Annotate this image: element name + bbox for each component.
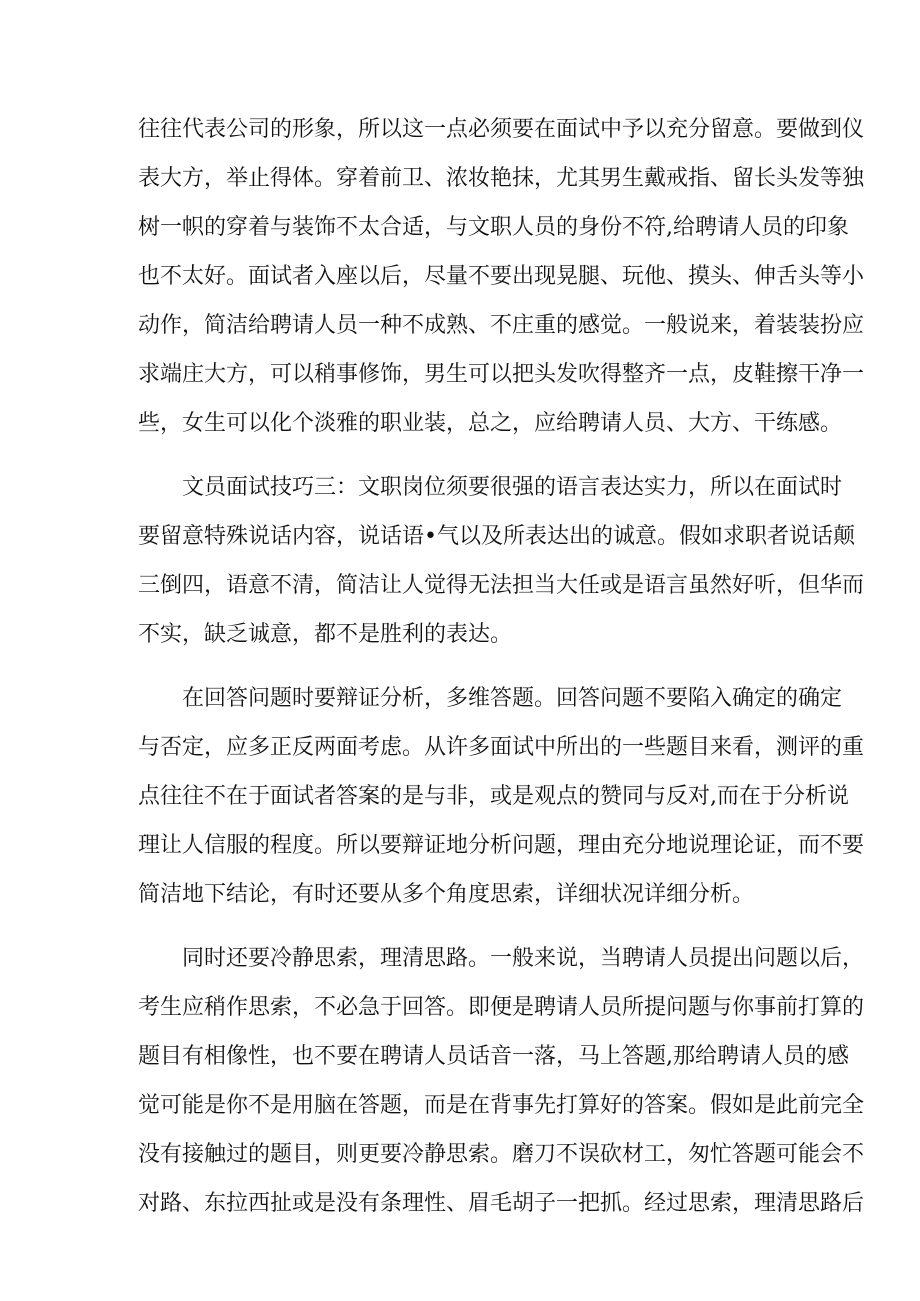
- paragraph-1: [138, 105, 865, 448]
- paragraph-2: [138, 463, 865, 659]
- text-line: 不实，缺乏诚意，都不是胜利的表达。: [138, 622, 513, 647]
- text-line: 要留意特殊说话内容，说话语•气以及所表达出的诚意。假如求职者说话颠: [138, 524, 855, 549]
- text-line: 三倒四，语意不清，简洁让人觉得无法担当大任或是语言虽然好听，但华而: [138, 573, 865, 598]
- text-line: 简洁地下结论，有时还要从多个角度思索，详细状况详细分析。: [138, 882, 755, 907]
- text-line: 也不太好。面试者入座以后，尽量不要出现晃腿、玩他、摸头、伸舌头等小: [138, 264, 865, 289]
- text-line: 往往代表公司的形象，所以这一点必须要在面试中予以充分留意。要做到仪: [138, 117, 865, 142]
- text-line: 在回答问题时要辩证分析，多维答题。回答问题不要陷入确定的确定: [182, 686, 843, 711]
- text-line: 些，女生可以化个淡雅的职业装，总之，应给聘请人员、大方、干练感。: [138, 411, 843, 436]
- document-body: [138, 105, 865, 1243]
- text-line: 点往往不在于面试者答案的是与非，或是观点的赞同与反对,而在于分析说: [138, 784, 849, 809]
- text-line: 文员面试技巧三：文职岗位须要很强的语言表达实力，所以在面试时: [182, 475, 843, 500]
- text-line: 同时还要冷静思索，理清思路。一般来说，当聘请人员提出问题以后，: [182, 946, 865, 971]
- text-line: 对路、东拉西扯或是没有条理性、眉毛胡子一把抓。经过思索，理清思路后: [138, 1191, 865, 1216]
- text-line: 动作，简洁给聘请人员一种不成熟、不庄重的感觉。一般说来，着装装扮应: [138, 313, 865, 338]
- text-line: 表大方，举止得体。穿着前卫、浓妆艳抹，尤其男生戴戒指、留长头发等独: [138, 166, 865, 191]
- text-line: 没有接触过的题目，则更要冷静思索。磨刀不误砍材工，匆忙答题可能会不: [138, 1142, 865, 1167]
- text-line: 与否定，应多正反两面考虑。从许多面试中所出的一些题目来看，测评的重: [138, 735, 865, 760]
- paragraph-3: [138, 674, 865, 919]
- paragraph-4: [138, 934, 865, 1228]
- text-line: 树一帜的穿着与装饰不太合适，与文职人员的身份不符,给聘请人员的印象: [138, 215, 849, 240]
- text-line: 理让人信服的程度。所以要辩证地分析问题，理由充分地说理论证，而不要: [138, 833, 865, 858]
- text-line: 题目有相像性，也不要在聘请人员话音一落，马上答题,那给聘请人员的感: [138, 1044, 849, 1069]
- text-line: 考生应稍作思索，不必急于回答。即便是聘请人员所提问题与你事前打算的: [138, 995, 865, 1020]
- text-line: 求端庄大方，可以稍事修饰，男生可以把头发吹得整齐一点，皮鞋擦干净一: [138, 362, 865, 387]
- text-line: 觉可能是你不是用脑在答题，而是在背事先打算好的答案。假如是此前完全: [138, 1093, 865, 1118]
